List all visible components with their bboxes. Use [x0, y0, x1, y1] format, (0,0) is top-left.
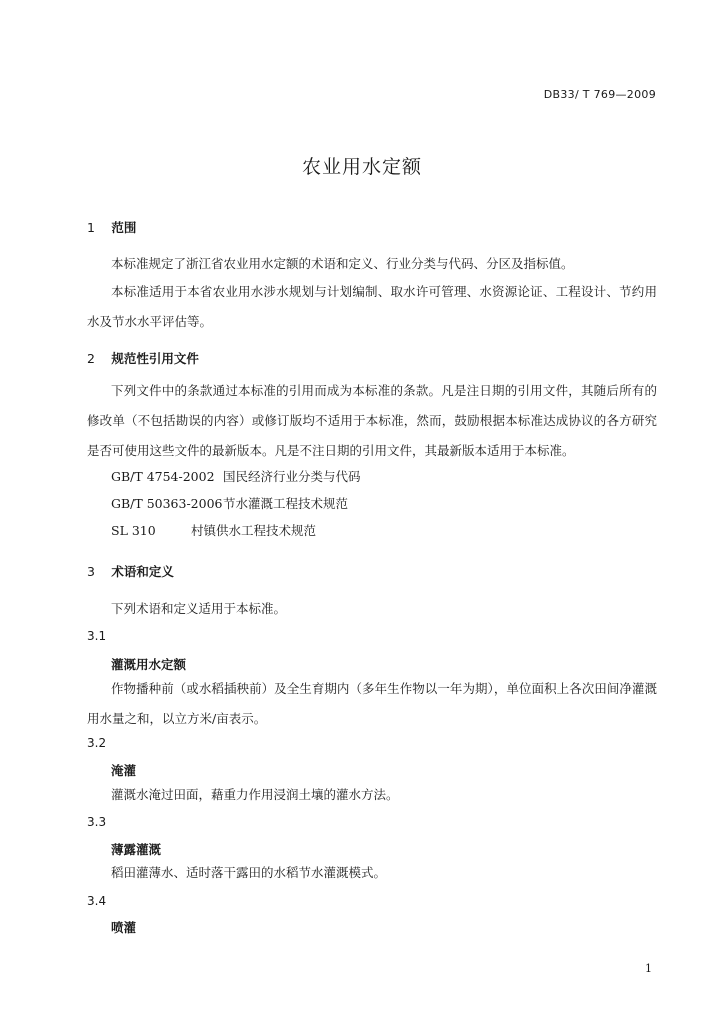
standard-code: DB33/ T 769—2009: [543, 88, 656, 101]
term-number: 3.2: [87, 736, 107, 750]
paragraph: 本标准适用于本省农业用水涉水规划与计划编制、取水许可管理、水资源论证、工程设计、节约用水及节水水平评估等。: [87, 284, 657, 329]
term-number: 3.3: [87, 815, 107, 829]
reference-code: GB/T 50363-2006: [111, 496, 223, 511]
paragraph: 下列文件中的条款通过本标准的引用而成为本标准的条款。凡是注日期的引用文件，其随后所有的修改单（不包括勘误的内容）或修订版均不适用于本标准，然而，鼓励根据本标准达成协议的各方研究是否可使用这些文件的最新版本。凡是不注日期的引用文件，其最新版本适用于本标准。: [87, 383, 657, 458]
section-number: 3: [87, 564, 95, 579]
term-definition: 作物播种前（或水稻插秧前）及全生育期内（多年生作物以一年为期），单位面积上各次田间净灌溉用水量之和，以立方米/亩表示。: [87, 681, 657, 726]
term-number: 3.1: [87, 629, 107, 643]
reference-title: 国民经济行业分类与代码: [222, 469, 361, 484]
section-heading-normative-references: [87, 349, 199, 367]
term-definition: 稻田灌薄水、适时落干露田的水稻节水灌溉模式。: [111, 865, 387, 880]
term-name: 薄露灌溉: [111, 842, 162, 857]
reference-item: [111, 467, 361, 485]
term-name: 淹灌: [111, 763, 137, 778]
section-number: 2: [87, 351, 95, 366]
section-heading-scope: [87, 218, 136, 236]
section-title: 术语和定义: [111, 564, 174, 579]
term-name: 喷灌: [111, 920, 137, 935]
reference-item: [111, 521, 316, 539]
reference-title: 节水灌溉工程技术规范: [222, 496, 348, 511]
term-name: 灌溉用水定额: [111, 657, 187, 672]
reference-code: SL 310: [111, 523, 156, 538]
section-heading-terms: [87, 562, 174, 580]
page-number: 1: [645, 962, 652, 975]
reference-code: GB/T 4754-2002: [111, 469, 215, 484]
paragraph: 下列术语和定义适用于本标准。: [111, 601, 287, 616]
term-number: 3.4: [87, 894, 107, 908]
section-title: 规范性引用文件: [111, 351, 199, 366]
page-title: 农业用水定额: [301, 156, 422, 178]
reference-title: 村镇供水工程技术规范: [190, 523, 316, 538]
section-title: 范围: [111, 220, 137, 235]
section-number: 1: [87, 220, 95, 235]
term-definition: 灌溉水淹过田面，藉重力作用浸润土壤的灌水方法。: [111, 787, 399, 802]
paragraph: 本标准规定了浙江省农业用水定额的术语和定义、行业分类与代码、分区及指标值。: [111, 256, 574, 271]
reference-item: [111, 494, 348, 512]
